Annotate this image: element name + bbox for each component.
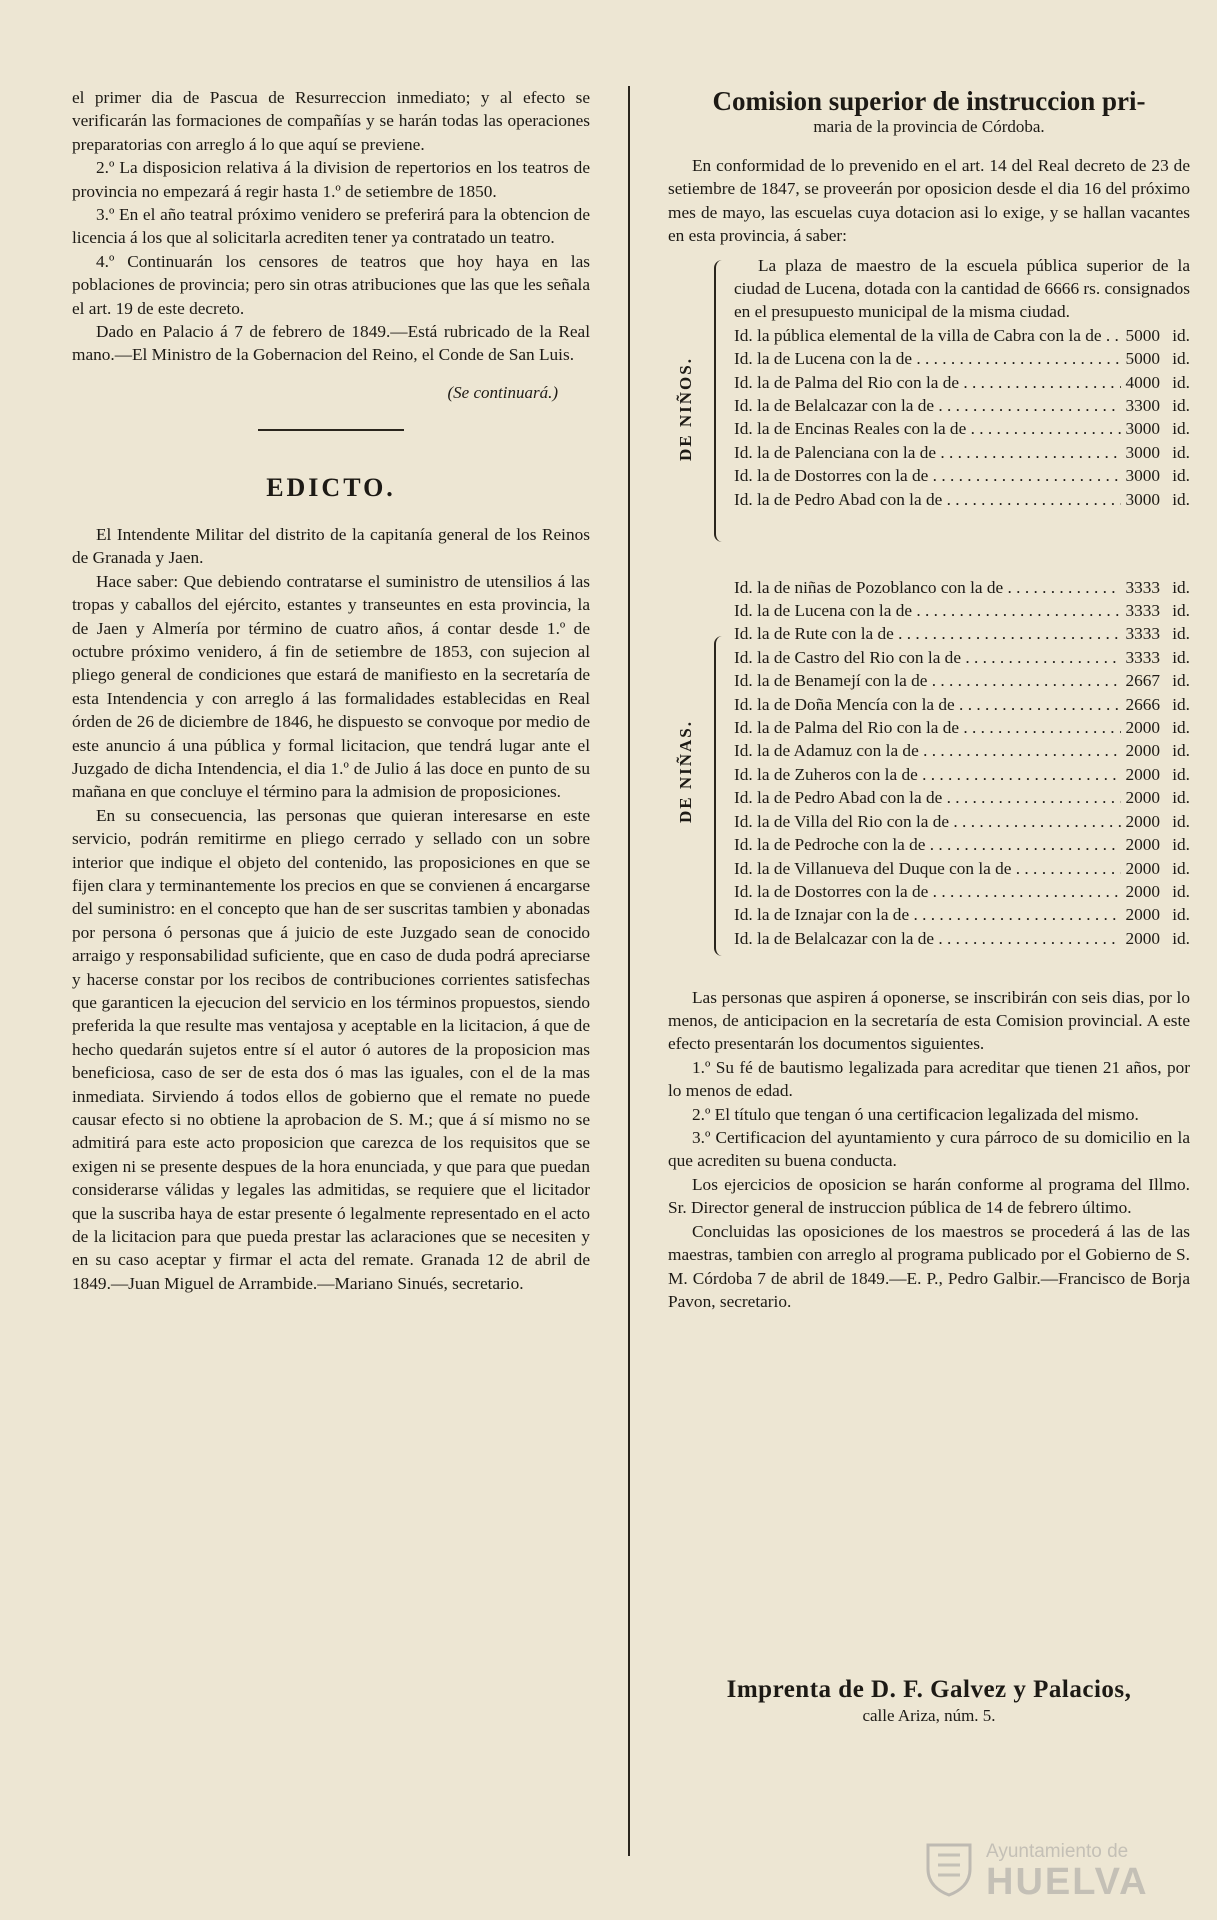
- vacancy-place: Id. la de Doña Mencía con la de . . .: [734, 693, 1121, 716]
- vacancy-unit: id.: [1172, 858, 1190, 878]
- vacancy-amount: 3000: [1125, 419, 1160, 439]
- vacancy-amount: 2000: [1125, 741, 1160, 761]
- vacancy-unit: id.: [1172, 624, 1190, 644]
- vacancy-amount: 3000: [1125, 442, 1160, 462]
- decree-paragraph: 4.º Continuarán los censores de teatros que hoy haya en las poblaciones de provincia; pero sin otras atribuciones que las que les señala el art. 19 de este decreto.: [72, 251, 590, 318]
- vacancy-place: Id. la de Iznajar con la de . . .: [734, 903, 1121, 926]
- vacancy-unit: id.: [1172, 489, 1190, 509]
- vacancy-amount: 2000: [1125, 811, 1160, 831]
- vacancy-place: Id. la de Villa del Rio con la de . . .: [734, 810, 1121, 833]
- vacancy-place: Id. la de Rute con la de . . .: [734, 622, 1121, 645]
- vacancy-row: [734, 739, 1190, 762]
- vacancy-amount: 2000: [1125, 928, 1160, 948]
- decree-paragraph: el primer dia de Pascua de Resurreccion inmediato; y al efecto se verificarán las formaciones de compañías y se harán todas las operaciones preparatorias con arreglo á lo que aquí se previene.: [72, 88, 590, 154]
- decree-paragraph: 2.º La disposicion relativa á la division de repertorios en los teatros de provincia no empezará á regir hasta 1.º de setiembre de 1850.: [72, 158, 590, 201]
- vacancy-row: [734, 880, 1190, 903]
- vacancy-unit: id.: [1172, 466, 1190, 486]
- vacancy-row: [734, 810, 1190, 833]
- archive-watermark: [920, 1835, 1190, 1905]
- vacancy-amount: 5000: [1125, 349, 1160, 369]
- vacancy-row: [734, 622, 1190, 645]
- vacancy-unit: id.: [1172, 764, 1190, 784]
- edict-paragraph: En su consecuencia, las personas que quieran interesarse en este servicio, podrán remitirme en pliego cerrado y sellado con un sobre interior que indique el objeto del contenido, las proposiciones en que se fijen clara y terminantemente los precios en que se convienen á encargarse del suministro: en el concepto que han de ser suscritas tambien y abonadas por persona ó personas que á juicio de este Juzgado sean de conocido arraigo y responsabilidad suficiente, que en caso de duda podrá apreciarse y hacerse constar por los recibos de contribuciones corrientes satisfechas que garanticen la ejecucion del servicio en los términos propuestos, siendo preferida la que resulte mas ventajosa y aceptable en la licitacion, á que de hecho quedarán sujetos entre sí el autor ó autores de la proposicion mas beneficiosa, caso de ser de esta dos ó mas las iguales, con el de la mas inmediata. Sirviendo á todos ellos de gobierno que el remate no puede causar efecto si no obtiene la aprobacion de S. M.; que á sí mismo no se admitirá para este acto proposicion que carezca de los requisitos que se exigen ni se presente despues de la hora enunciada, y que para que puedan considerarse válidas y legales las admitidas, se requiere que el licitador que la suscriba haya de estar presente ó legalmente representado en el acto de la licitacion para que pueda prestar las aclaraciones que se necesiten y en su caso aceptar y firmar el acta del remate. Granada 12 de abril de 1849.—Juan Miguel de Arrambide.—Mariano Sinués, secretario.: [72, 805, 590, 1293]
- vacancy-amount: 2000: [1125, 858, 1160, 878]
- vacancy-amount: 3333: [1125, 624, 1160, 644]
- column-divider: [628, 86, 630, 1856]
- vacancy-place: Id. la de niñas de Pozoblanco con la de . . .: [734, 576, 1121, 599]
- coat-of-arms-icon: [920, 1839, 978, 1897]
- decree-signature: Dado en Palacio á 7 de febrero de 1849.—Está rubricado de la Real mano.—El Ministro de la Gobernacion del Reino, el Conde de San Luis.: [72, 322, 590, 365]
- vacancy-place: Id. la de Lucena con la de . . .: [734, 347, 1121, 370]
- vacancy-unit: id.: [1172, 349, 1190, 369]
- imprint-address: calle Ariza, núm. 5.: [862, 1706, 996, 1725]
- vacancy-row: [734, 347, 1190, 370]
- vacancy-row: [734, 441, 1190, 464]
- vacancy-unit: id.: [1172, 419, 1190, 439]
- vacancy-place: Id. la de Pedro Abad con la de . . .: [734, 488, 1121, 511]
- vacancy-amount: 2000: [1125, 835, 1160, 855]
- imprint-title: Imprenta de D. F. Galvez y Palacios,: [726, 1676, 1132, 1703]
- vacancy-unit: id.: [1172, 325, 1190, 345]
- boys-schools-label: DE NIÑOS.: [676, 356, 695, 461]
- boys-schools-block: [668, 254, 1190, 550]
- vacancy-unit: id.: [1172, 928, 1190, 948]
- vacancy-place: Id. la de Belalcazar con la de . . .: [734, 394, 1121, 417]
- closing-paragraph: Los ejercicios de oposicion se harán conforme al programa del Illmo. Sr. Director general de instruccion pública de 14 de febrero último.: [668, 1174, 1190, 1218]
- vacancy-unit: id.: [1172, 881, 1190, 901]
- vacancy-amount: 2666: [1125, 694, 1160, 714]
- section-divider: [258, 429, 404, 431]
- commission-heading: Comision superior de instruccion pri-: [712, 86, 1146, 116]
- vacancy-unit: id.: [1172, 905, 1190, 925]
- boys-schools-list: [734, 254, 1190, 511]
- vacancy-unit: id.: [1172, 811, 1190, 831]
- vacancy-unit: id.: [1172, 577, 1190, 597]
- watermark-line1: Ayuntamiento de: [986, 1841, 1129, 1862]
- vacancy-unit: id.: [1172, 718, 1190, 738]
- vacancy-amount: 3300: [1125, 396, 1160, 416]
- edict-paragraph: Hace saber: Que debiendo contratarse el suministro de utensilios á las tropas y caballos del ejército, estantes y transeuntes en esta provincia, la de Jaen y Almería por término de cuatro años, á contar desde 1.º de octubre próximo venidero, á fin de setiembre de 1853, con sujecion al pliego general de condiciones que estará de manifiesto en la secretaría de esta Intendencia y con arreglo á las formalidades establecidas en Real órden de 26 de diciembre de 1846, he dispuesto se convoque por medio de este anuncio á una pública y formal licitacion, que tendrá lugar ante el Juzgado de dicha Intendencia, el dia 1.º de Julio á las doce en punto de su mañana en que concluye el término para la admision de proposiciones.: [72, 571, 590, 802]
- vacancy-unit: id.: [1172, 442, 1190, 462]
- vacancy-row: [734, 646, 1190, 669]
- girls-schools-block: [668, 576, 1190, 966]
- vacancy-amount: 2000: [1125, 788, 1160, 808]
- vacancy-place: Id. la de Palenciana con la de . . .: [734, 441, 1121, 464]
- vacancy-amount: 4000: [1125, 372, 1160, 392]
- edict-title: EDICTO.: [266, 472, 396, 502]
- boys-intro: La plaza de maestro de la escuela pública superior de la ciudad de Lucena, dotada con la cantidad de 6666 rs. consignados en el presupuesto municipal de la misma ciudad.: [734, 255, 1190, 322]
- vacancy-row: [734, 833, 1190, 856]
- vacancy-place: Id. la de Palma del Rio con la de . . .: [734, 371, 1121, 394]
- closing-paragraph: Las personas que aspiren á oponerse, se inscribirán con seis dias, por lo menos, de anticipacion en la secretaría de esta Comision provincial. A este efecto presentarán los documentos siguientes.: [668, 987, 1190, 1054]
- vacancy-unit: id.: [1172, 396, 1190, 416]
- vacancy-place: Id. la de Dostorres con la de . . .: [734, 880, 1121, 903]
- commission-intro: En conformidad de lo prevenido en el art. 14 del Real decreto de 23 de setiembre de 1847, se proveerán por oposicion desde el dia 16 del próximo mes de mayo, las escuelas cuya dotacion asi lo exige, y se hallan vacantes en esta provincia, á saber:: [668, 156, 1190, 246]
- boys-brace: [714, 260, 726, 542]
- vacancy-amount: 3333: [1125, 647, 1160, 667]
- vacancy-row: [734, 716, 1190, 739]
- vacancy-unit: id.: [1172, 372, 1190, 392]
- vacancy-row: [734, 693, 1190, 716]
- vacancy-unit: id.: [1172, 835, 1190, 855]
- vacancy-place: Id. la de Zuheros con la de . . .: [734, 763, 1121, 786]
- right-column: [668, 86, 1190, 1313]
- vacancy-amount: 5000: [1125, 325, 1160, 345]
- vacancy-place: Id. la de Lucena con la de . . .: [734, 599, 1121, 622]
- vacancy-unit: id.: [1172, 788, 1190, 808]
- closing-paragraph: Concluidas las oposiciones de los maestros se procederá á las de las maestras, tambien con arreglo al programa publicado por el Gobierno de S. M. Córdoba 7 de abril de 1849.—E. P., Pedro Galbir.—Francisco de Borja Pavon, secretario.: [668, 1221, 1190, 1311]
- vacancy-row: [734, 576, 1190, 599]
- vacancy-row: [734, 927, 1190, 950]
- vacancy-amount: 2000: [1125, 905, 1160, 925]
- vacancy-row: [734, 903, 1190, 926]
- girls-schools-list: [734, 576, 1190, 951]
- vacancy-amount: 3000: [1125, 489, 1160, 509]
- vacancy-place: Id. la de Castro del Rio con la de . . .: [734, 646, 1121, 669]
- vacancy-row: [734, 394, 1190, 417]
- vacancy-place: Id. la de Palma del Rio con la de . . .: [734, 716, 1121, 739]
- vacancy-row: [734, 786, 1190, 809]
- left-column: [72, 86, 590, 1295]
- vacancy-row: [734, 599, 1190, 622]
- vacancy-amount: 2000: [1125, 764, 1160, 784]
- girls-schools-label: DE NIÑAS.: [676, 719, 695, 823]
- vacancy-row: [734, 324, 1190, 347]
- vacancy-place: Id. la de Pedroche con la de . . .: [734, 833, 1121, 856]
- edict-paragraph: El Intendente Militar del distrito de la capitanía general de los Reinos de Granada y Jaen.: [72, 524, 590, 568]
- vacancy-row: [734, 464, 1190, 487]
- vacancy-unit: id.: [1172, 671, 1190, 691]
- vacancy-amount: 2000: [1125, 718, 1160, 738]
- vacancy-unit: id.: [1172, 694, 1190, 714]
- vacancy-row: [734, 763, 1190, 786]
- closing-paragraph: 3.º Certificacion del ayuntamiento y cura párroco de su domicilio en la que acrediten su buena conducta.: [668, 1128, 1190, 1171]
- vacancy-place: Id. la de Pedro Abad con la de . . .: [734, 786, 1121, 809]
- vacancy-amount: 3333: [1125, 601, 1160, 621]
- vacancy-amount: 2667: [1125, 671, 1160, 691]
- vacancy-row: [734, 488, 1190, 511]
- vacancy-place: Id. la de Belalcazar con la de . . .: [734, 927, 1121, 950]
- vacancy-row: [734, 371, 1190, 394]
- continuation-note: (Se continuará.): [447, 382, 558, 402]
- commission-subheading: maria de la provincia de Córdoba.: [813, 117, 1045, 136]
- vacancy-place: Id. la pública elemental de la villa de Cabra con la de . . .: [734, 324, 1121, 347]
- vacancy-amount: 2000: [1125, 881, 1160, 901]
- vacancy-unit: id.: [1172, 601, 1190, 621]
- vacancy-amount: 3000: [1125, 466, 1160, 486]
- vacancy-place: Id. la de Benamejí con la de . . .: [734, 669, 1121, 692]
- vacancy-amount: 3333: [1125, 577, 1160, 597]
- decree-paragraph: 3.º En el año teatral próximo venidero se preferirá para la obtencion de licencia á los que al solicitarla acrediten tener ya contratado un teatro.: [72, 205, 590, 248]
- girls-brace: [714, 636, 726, 956]
- watermark-line2: HUELVA: [986, 1861, 1149, 1903]
- closing-paragraph: 2.º El título que tengan ó una certificacion legalizada del mismo.: [692, 1104, 1139, 1124]
- vacancy-row: [734, 669, 1190, 692]
- vacancy-place: Id. la de Dostorres con la de . . .: [734, 464, 1121, 487]
- vacancy-place: Id. la de Villanueva del Duque con la de . . .: [734, 857, 1121, 880]
- closing-paragraph: 1.º Su fé de bautismo legalizada para acreditar que tienen 21 años, por lo menos de edad.: [668, 1057, 1190, 1101]
- vacancy-place: Id. la de Adamuz con la de . . .: [734, 739, 1121, 762]
- printer-imprint: [668, 1676, 1190, 1726]
- vacancy-row: [734, 857, 1190, 880]
- vacancy-place: Id. la de Encinas Reales con la de . . .: [734, 417, 1121, 440]
- vacancy-unit: id.: [1172, 647, 1190, 667]
- vacancy-row: [734, 417, 1190, 440]
- vacancy-unit: id.: [1172, 741, 1190, 761]
